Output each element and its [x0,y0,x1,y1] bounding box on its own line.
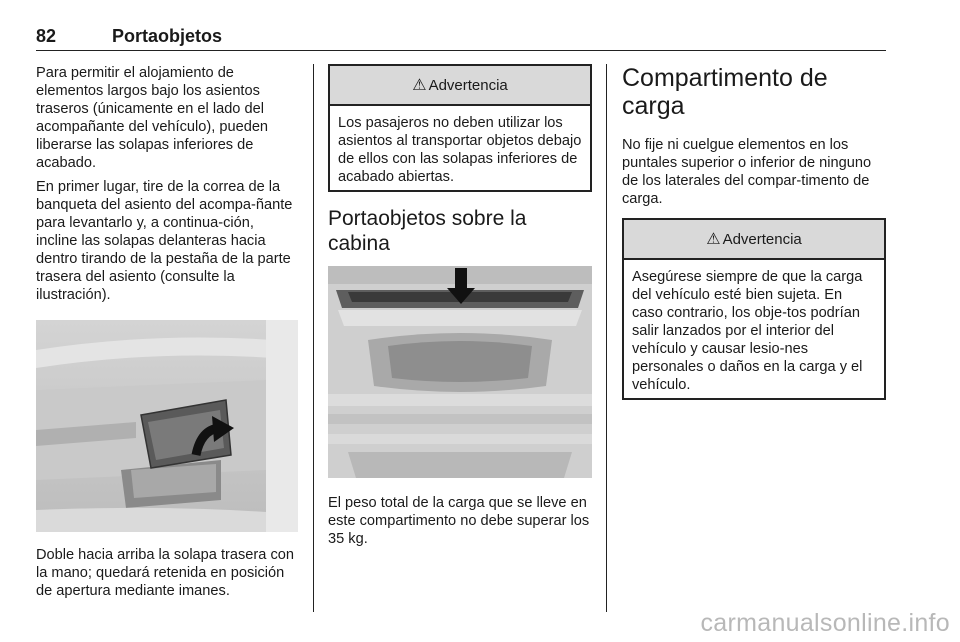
warning-title: Advertencia [428,76,508,94]
column-3 [622,64,886,400]
paragraph-release-flaps: Para permitir el alojamiento de elementos largos bajo los asientos traseros (únicamente en el lado del acompañante del vehículo), pueden liberarse las solapas inferiores de acabado. [36,65,269,171]
section-title: Portaobjetos [112,26,223,46]
warning-triangle-icon: ⚠ [412,77,427,94]
warning-header [624,220,884,260]
warning-title: Advertencia [722,230,802,248]
column-divider-2 [606,64,607,612]
column-2 [328,64,592,554]
paragraph-tilt-flaps: En primer lugar, tire de la correa de la banqueta del asiento del acompa-ñante para levantarlo y, a continua-ción, incline las solapas delanteras hacia dentro tirando de la pestaña de la parte trasera del asiento (consulte la ilustración). [36,179,293,303]
warning-box-cargo [622,218,886,400]
paragraph-cargo-struts: No fije ni cuelgue elementos en los puntales superior o inferior de ninguno de los laterales del compar-timento de carga. [622,137,872,207]
figure-overhead-storage [328,266,592,478]
heading-overhead-storage: Portaobjetos sobre la cabina [328,207,527,255]
paragraph-max-weight: El peso total de la carga que se lleve en este compartimento no debe superar los 35 kg. [328,495,590,547]
heading-cargo-compartment: Compartimento de carga [622,64,828,120]
warning-header [330,66,590,106]
warning-body [624,260,884,400]
warning-text: Los pasajeros no deben utilizar los asientos al transportar objetos debajo de ellos con las solapas inferiores de acabado abiertas. [338,115,582,185]
paragraph-fold-rear-flap: Doble hacia arriba la solapa trasera con la mano; quedará retenida en posición de apertura mediante imanes. [36,547,294,599]
warning-box-seats [328,64,592,192]
warning-body [330,106,590,192]
column-1 [36,64,298,606]
warning-text: Asegúrese siempre de que la carga del vehículo esté bien sujeta. En caso contrario, los obje-tos podrían salir lanzados por el interior del vehículo y causar lesio-nes personales o daños en la carga y el vehículo. [632,269,863,393]
figure-seat-flap [36,320,298,532]
warning-triangle-icon: ⚠ [706,231,721,248]
column-divider-1 [313,64,314,612]
page-header [36,26,886,51]
watermark: carmanualsonline.info [700,609,950,637]
page-number: 82 [36,26,57,46]
